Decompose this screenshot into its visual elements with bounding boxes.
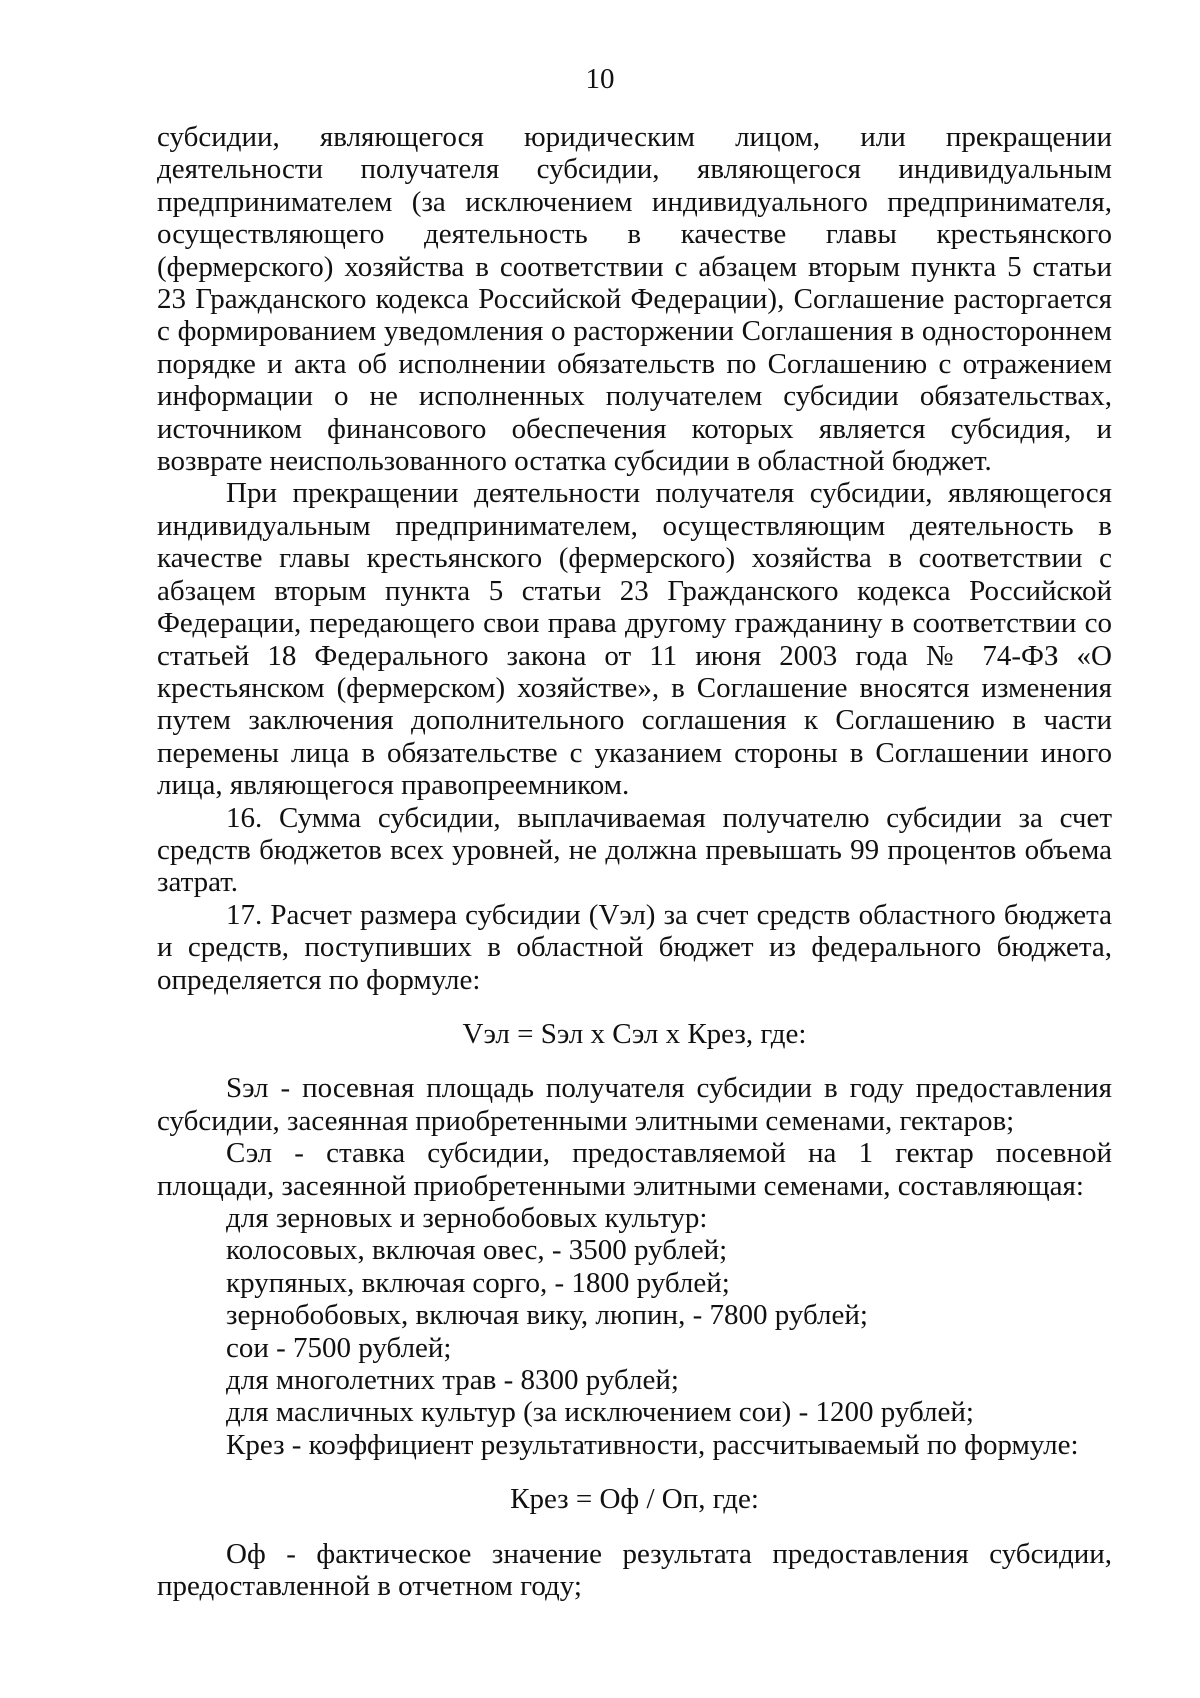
document-body [157,121,1112,1602]
rate-item-ear-crops: колосовых, включая овес, - 3500 рублей; [226,1234,728,1267]
rate-item-oilseeds: для масличных культур (за исключением сои) - 1200 рублей; [226,1396,974,1429]
definition-sown-area: Sэл - посевная площадь получателя субсидии в году предоставления субсидии, засеянная приобретенными элитными семенами, гектаров; [157,1072,1112,1137]
definition-efficiency-coefficient: Крез - коэффициент результативности, рассчитываемый по формуле: [226,1428,1079,1461]
paragraph-17-calculation: 17. Расчет размера субсидии (Vэл) за счет средств областного бюджета и средств, поступивших в областной бюджет из федерального бюджета, определяется по формуле: [157,898,1112,996]
rate-item-perennial-grass: для многолетних трав - 8300 рублей; [226,1364,679,1397]
formula-subsidy-amount: Vэл = Sэл х Сэл х Крез, где: [462,1017,807,1050]
formula-efficiency-coefficient: Крез = Оф / Оп, где: [510,1483,759,1516]
rate-item-grain: для зерновых и зернобобовых культур: [226,1202,708,1234]
rate-item-groats: крупяных, включая сорго, - 1800 рублей; [226,1266,730,1299]
paragraph-farm-transfer: При прекращении деятельности получателя субсидии, являющегося индивидуальным предпринимателем, осуществляющим деятельность в качестве главы крестьянского (фермерского) хозяйства в соответствии с абзацем вторым пункта 5 статьи 23 Гражданского кодекса Российской Федерации, передающего свои права другому гражданину в соответствии со статьей 18 Федерального закона от 11 июня 2003 года № 74-ФЗ «О крестьянском (фермерском) хозяйстве», в Соглашение вносятся изменения путем заключения дополнительного соглашения к Соглашению в части перемены лица в обязательстве с указанием стороны в Соглашении иного лица, являющегося правопреемником. [157,477,1112,802]
page-number: 10 [585,63,615,95]
rate-item-soy: сои - 7500 рублей; [226,1331,452,1364]
paragraph-termination: субсидии, являющегося юридическим лицом, или прекращении деятельности получателя субсидии, являющегося индивидуальным предпринимателем (за исключением индивидуального предпринимателя, осуществляющего деятельность в качестве главы крестьянского (фермерского) хозяйства в соответствии с абзацем вторым пункта 5 статьи 23 Гражданского кодекса Российской Федерации), Соглашение расторгается с формированием уведомления о расторжении Соглашения в одностороннем порядке и акта об исполнении обязательств по Соглашению с отражением информации о не исполненных получателем субсидии обязательствах, источником финансового обеспечения которых является субсидия, и возврате неиспользованного остатка субсидии в областной бюджет. [157,121,1112,478]
paragraph-16-subsidy-limit: 16. Сумма субсидии, выплачиваемая получателю субсидии за счет средств бюджетов всех уровней, не должна превышать 99 процентов объема затрат. [157,801,1112,899]
definition-subsidy-rate: Сэл - ставка субсидии, предоставляемой на 1 гектар посевной площади, засеянной приобретенными элитными семенами, составляющая: [157,1137,1112,1202]
rate-item-legumes: зернобобовых, включая вику, люпин, - 7800 рублей; [226,1299,868,1332]
definition-actual-value: Оф - фактическое значение результата предоставления субсидии, предоставленной в отчетном году; [157,1537,1112,1603]
